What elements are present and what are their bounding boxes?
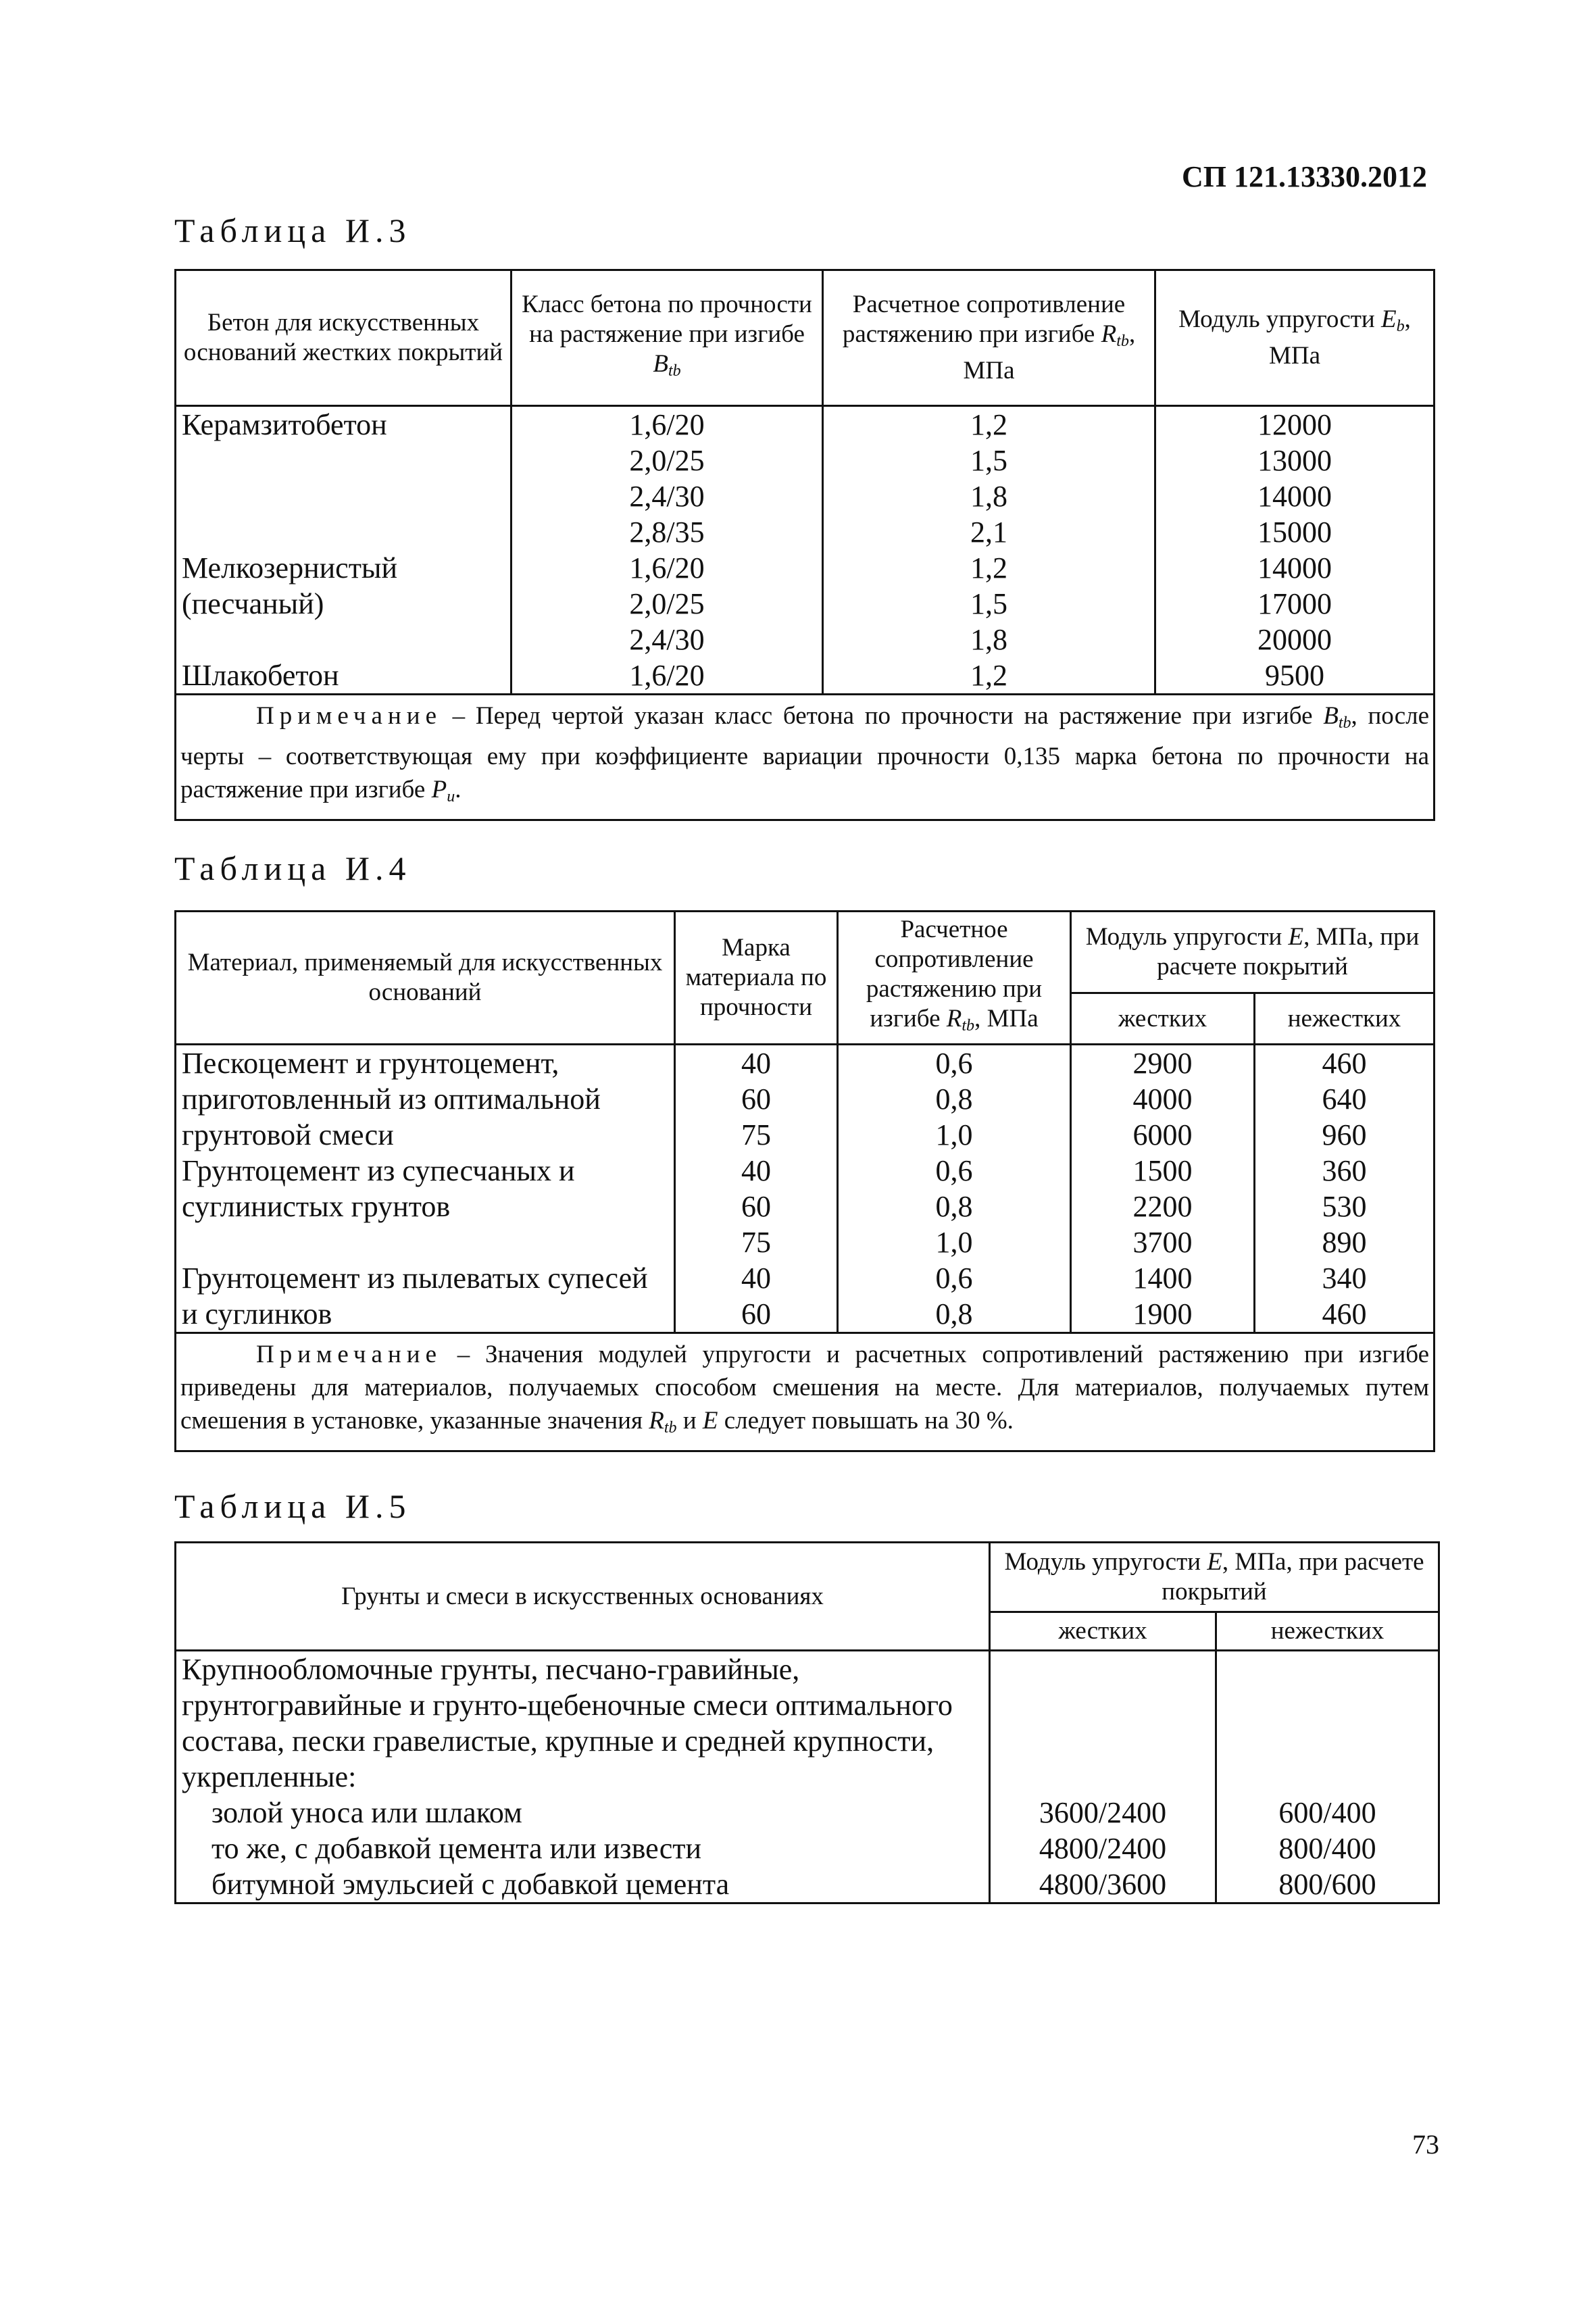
table-cell: состава, пески гравелистые, крупные и средней крупности,: [176, 1723, 990, 1759]
table-cell: укрепленные:: [176, 1759, 990, 1795]
table-cell: 14000: [1155, 478, 1435, 514]
column-subheader: нежестких: [1255, 993, 1435, 1045]
table-cell: 460: [1255, 1045, 1435, 1082]
table-row: [176, 1081, 1435, 1117]
table-cell: 1900: [1071, 1296, 1255, 1333]
table-cell: грунтогравийные и грунто-щебеночные смеси оптимального: [176, 1687, 990, 1723]
table-row: [176, 1189, 1435, 1224]
table-cell: 1,6/20: [512, 406, 823, 443]
table-row: [176, 1831, 1439, 1866]
table-cell: [176, 478, 512, 514]
table-cell: Керамзитобетон: [176, 406, 512, 443]
column-header: Расчетное сопротивление растяжению при изгибе $R_{tb}$, МПа: [823, 270, 1155, 406]
column-subheader: жестких: [990, 1612, 1216, 1651]
table-cell: [990, 1759, 1216, 1795]
table-i3: [174, 269, 1435, 821]
table-cell: 75: [675, 1117, 838, 1153]
table-cell: 60: [675, 1081, 838, 1117]
table-cell: [176, 622, 512, 657]
table-cell: грунтовой смеси: [176, 1117, 675, 1153]
table-row: [176, 1296, 1435, 1333]
table-cell: 800/600: [1216, 1866, 1439, 1903]
table-cell: 9500: [1155, 657, 1435, 695]
table-cell: 4800/2400: [990, 1831, 1216, 1866]
table-cell: 2,0/25: [512, 586, 823, 622]
table-row: [176, 1045, 1435, 1082]
table-cell: 13000: [1155, 443, 1435, 478]
table-row: [176, 1651, 1439, 1688]
table-row: [176, 443, 1435, 478]
table-cell: битумной эмульсией с добавкой цемента: [176, 1866, 990, 1903]
table-title-i4: Таблица И.4: [174, 849, 412, 887]
table-cell: 75: [675, 1224, 838, 1260]
table-cell: [176, 1224, 675, 1260]
table-cell: 2,8/35: [512, 514, 823, 550]
table-cell: 3600/2400: [990, 1795, 1216, 1831]
table-cell: 640: [1255, 1081, 1435, 1117]
table-cell: 1400: [1071, 1260, 1255, 1296]
note-row: [176, 1333, 1435, 1451]
table-cell: 20000: [1155, 622, 1435, 657]
table-cell: то же, с добавкой цемента или извести: [176, 1831, 990, 1866]
table-cell: [176, 514, 512, 550]
table-row: [176, 1117, 1435, 1153]
column-header: Модуль упругости E, МПа, при расчете покрытий: [1071, 912, 1435, 993]
table-cell: Шлакобетон: [176, 657, 512, 695]
table-cell: 60: [675, 1189, 838, 1224]
table-cell: 1,5: [823, 586, 1155, 622]
table-cell: 2900: [1071, 1045, 1255, 1082]
document-code: СП 121.13330.2012: [1182, 160, 1427, 193]
table-row: [176, 1723, 1439, 1759]
table-row: [176, 406, 1435, 443]
table-cell: [990, 1651, 1216, 1688]
table-cell: 14000: [1155, 550, 1435, 586]
table-cell: 2,1: [823, 514, 1155, 550]
table-cell: 2,4/30: [512, 478, 823, 514]
table-cell: [1216, 1687, 1439, 1723]
table-cell: 40: [675, 1153, 838, 1189]
table-cell: [1216, 1651, 1439, 1688]
table-cell: 6000: [1071, 1117, 1255, 1153]
table-cell: суглинистых грунтов: [176, 1189, 675, 1224]
table-row: [176, 657, 1435, 695]
table-cell: 1,0: [838, 1224, 1071, 1260]
table-cell: 960: [1255, 1117, 1435, 1153]
table-cell: Грунтоцемент из супесчаных и: [176, 1153, 675, 1189]
column-header: Класс бетона по прочности на растяжение при изгибе $B_{tb}$: [512, 270, 823, 406]
table-row: [176, 1153, 1435, 1189]
table-cell: [1216, 1723, 1439, 1759]
table-cell: 0,6: [838, 1045, 1071, 1082]
table-cell: 530: [1255, 1189, 1435, 1224]
table-cell: [990, 1723, 1216, 1759]
table-cell: 15000: [1155, 514, 1435, 550]
table-cell: 800/400: [1216, 1831, 1439, 1866]
table-cell: 1,6/20: [512, 550, 823, 586]
column-header: Бетон для искусственных оснований жестких покрытий: [176, 270, 512, 406]
table-note: Примечание – Значения модулей упругости и расчетных сопротивлений растяжению при изгибе приведены для материалов, получаемых способом смешения на месте. Для материалов, получаемых путем смешения в установке, указанные значения $R_{tb}$ и E следует повышать на 30 %.: [176, 1333, 1435, 1451]
table-cell: 1,8: [823, 478, 1155, 514]
table-cell: 2200: [1071, 1189, 1255, 1224]
table-note: Примечание – Перед чертой указан класс бетона по прочности на растяжение при изгибе $B_{tb}$, после черты – соответствующая ему при коэффициенте вариации прочности 0,135 марка бетона по прочности на растяжение при изгибе $P_u$.: [176, 695, 1435, 820]
table-cell: 4000: [1071, 1081, 1255, 1117]
table-row: [176, 1687, 1439, 1723]
table-cell: 1,0: [838, 1117, 1071, 1153]
table-cell: 4800/3600: [990, 1866, 1216, 1903]
table-row: [176, 586, 1435, 622]
column-subheader: нежестких: [1216, 1612, 1439, 1651]
table-cell: 60: [675, 1296, 838, 1333]
table-cell: 40: [675, 1045, 838, 1082]
table-cell: [990, 1687, 1216, 1723]
table-cell: Мелкозернистый: [176, 550, 512, 586]
table-cell: 360: [1255, 1153, 1435, 1189]
table-row: [176, 1759, 1439, 1795]
table-row: [176, 622, 1435, 657]
table-cell: 0,8: [838, 1296, 1071, 1333]
table-row: [176, 550, 1435, 586]
table-cell: 40: [675, 1260, 838, 1296]
table-cell: 2,4/30: [512, 622, 823, 657]
table-cell: и суглинков: [176, 1296, 675, 1333]
table-cell: 1,2: [823, 657, 1155, 695]
table-row: [176, 1866, 1439, 1903]
table-cell: 12000: [1155, 406, 1435, 443]
note-row: [176, 695, 1435, 820]
table-row: [176, 514, 1435, 550]
column-subheader: жестких: [1071, 993, 1255, 1045]
table-cell: 340: [1255, 1260, 1435, 1296]
table-cell: 1,8: [823, 622, 1155, 657]
table-cell: 1,2: [823, 550, 1155, 586]
table-row: [176, 478, 1435, 514]
table-cell: 1,2: [823, 406, 1155, 443]
table-i5: [174, 1541, 1440, 1904]
table-cell: [176, 443, 512, 478]
table-row: [176, 1795, 1439, 1831]
column-header: Грунты и смеси в искусственных основаниях: [176, 1543, 990, 1651]
page-number: 73: [1412, 2129, 1439, 2160]
table-cell: 0,6: [838, 1260, 1071, 1296]
column-header: Модуль упругости $E_b$, МПа: [1155, 270, 1435, 406]
column-header: Материал, применяемый для искусственных оснований: [176, 912, 675, 1045]
table-cell: 1,5: [823, 443, 1155, 478]
table-row: [176, 1260, 1435, 1296]
table-cell: 460: [1255, 1296, 1435, 1333]
table-cell: [1216, 1759, 1439, 1795]
table-cell: 3700: [1071, 1224, 1255, 1260]
table-cell: Грунтоцемент из пылеватых супесей: [176, 1260, 675, 1296]
column-header: Марка материала по прочности: [675, 912, 838, 1045]
table-title-i5: Таблица И.5: [174, 1487, 412, 1525]
table-cell: 0,8: [838, 1081, 1071, 1117]
table-cell: золой уноса или шлаком: [176, 1795, 990, 1831]
table-cell: Крупнообломочные грунты, песчано-гравийные,: [176, 1651, 990, 1688]
table-i4: [174, 910, 1435, 1452]
table-cell: приготовленный из оптимальной: [176, 1081, 675, 1117]
table-title-i3: Таблица И.3: [174, 211, 412, 249]
column-header: Расчетное сопротивление растяжению при изгибе $R_{tb}$, МПа: [838, 912, 1071, 1045]
table-cell: Пескоцемент и грунтоцемент,: [176, 1045, 675, 1082]
column-header: Модуль упругости E, МПа, при расчете покрытий: [990, 1543, 1439, 1612]
table-cell: 2,0/25: [512, 443, 823, 478]
table-row: [176, 1224, 1435, 1260]
table-cell: 0,8: [838, 1189, 1071, 1224]
table-cell: 600/400: [1216, 1795, 1439, 1831]
table-cell: 17000: [1155, 586, 1435, 622]
table-cell: 1500: [1071, 1153, 1255, 1189]
table-cell: 0,6: [838, 1153, 1071, 1189]
table-cell: 1,6/20: [512, 657, 823, 695]
table-cell: 890: [1255, 1224, 1435, 1260]
table-cell: (песчаный): [176, 586, 512, 622]
